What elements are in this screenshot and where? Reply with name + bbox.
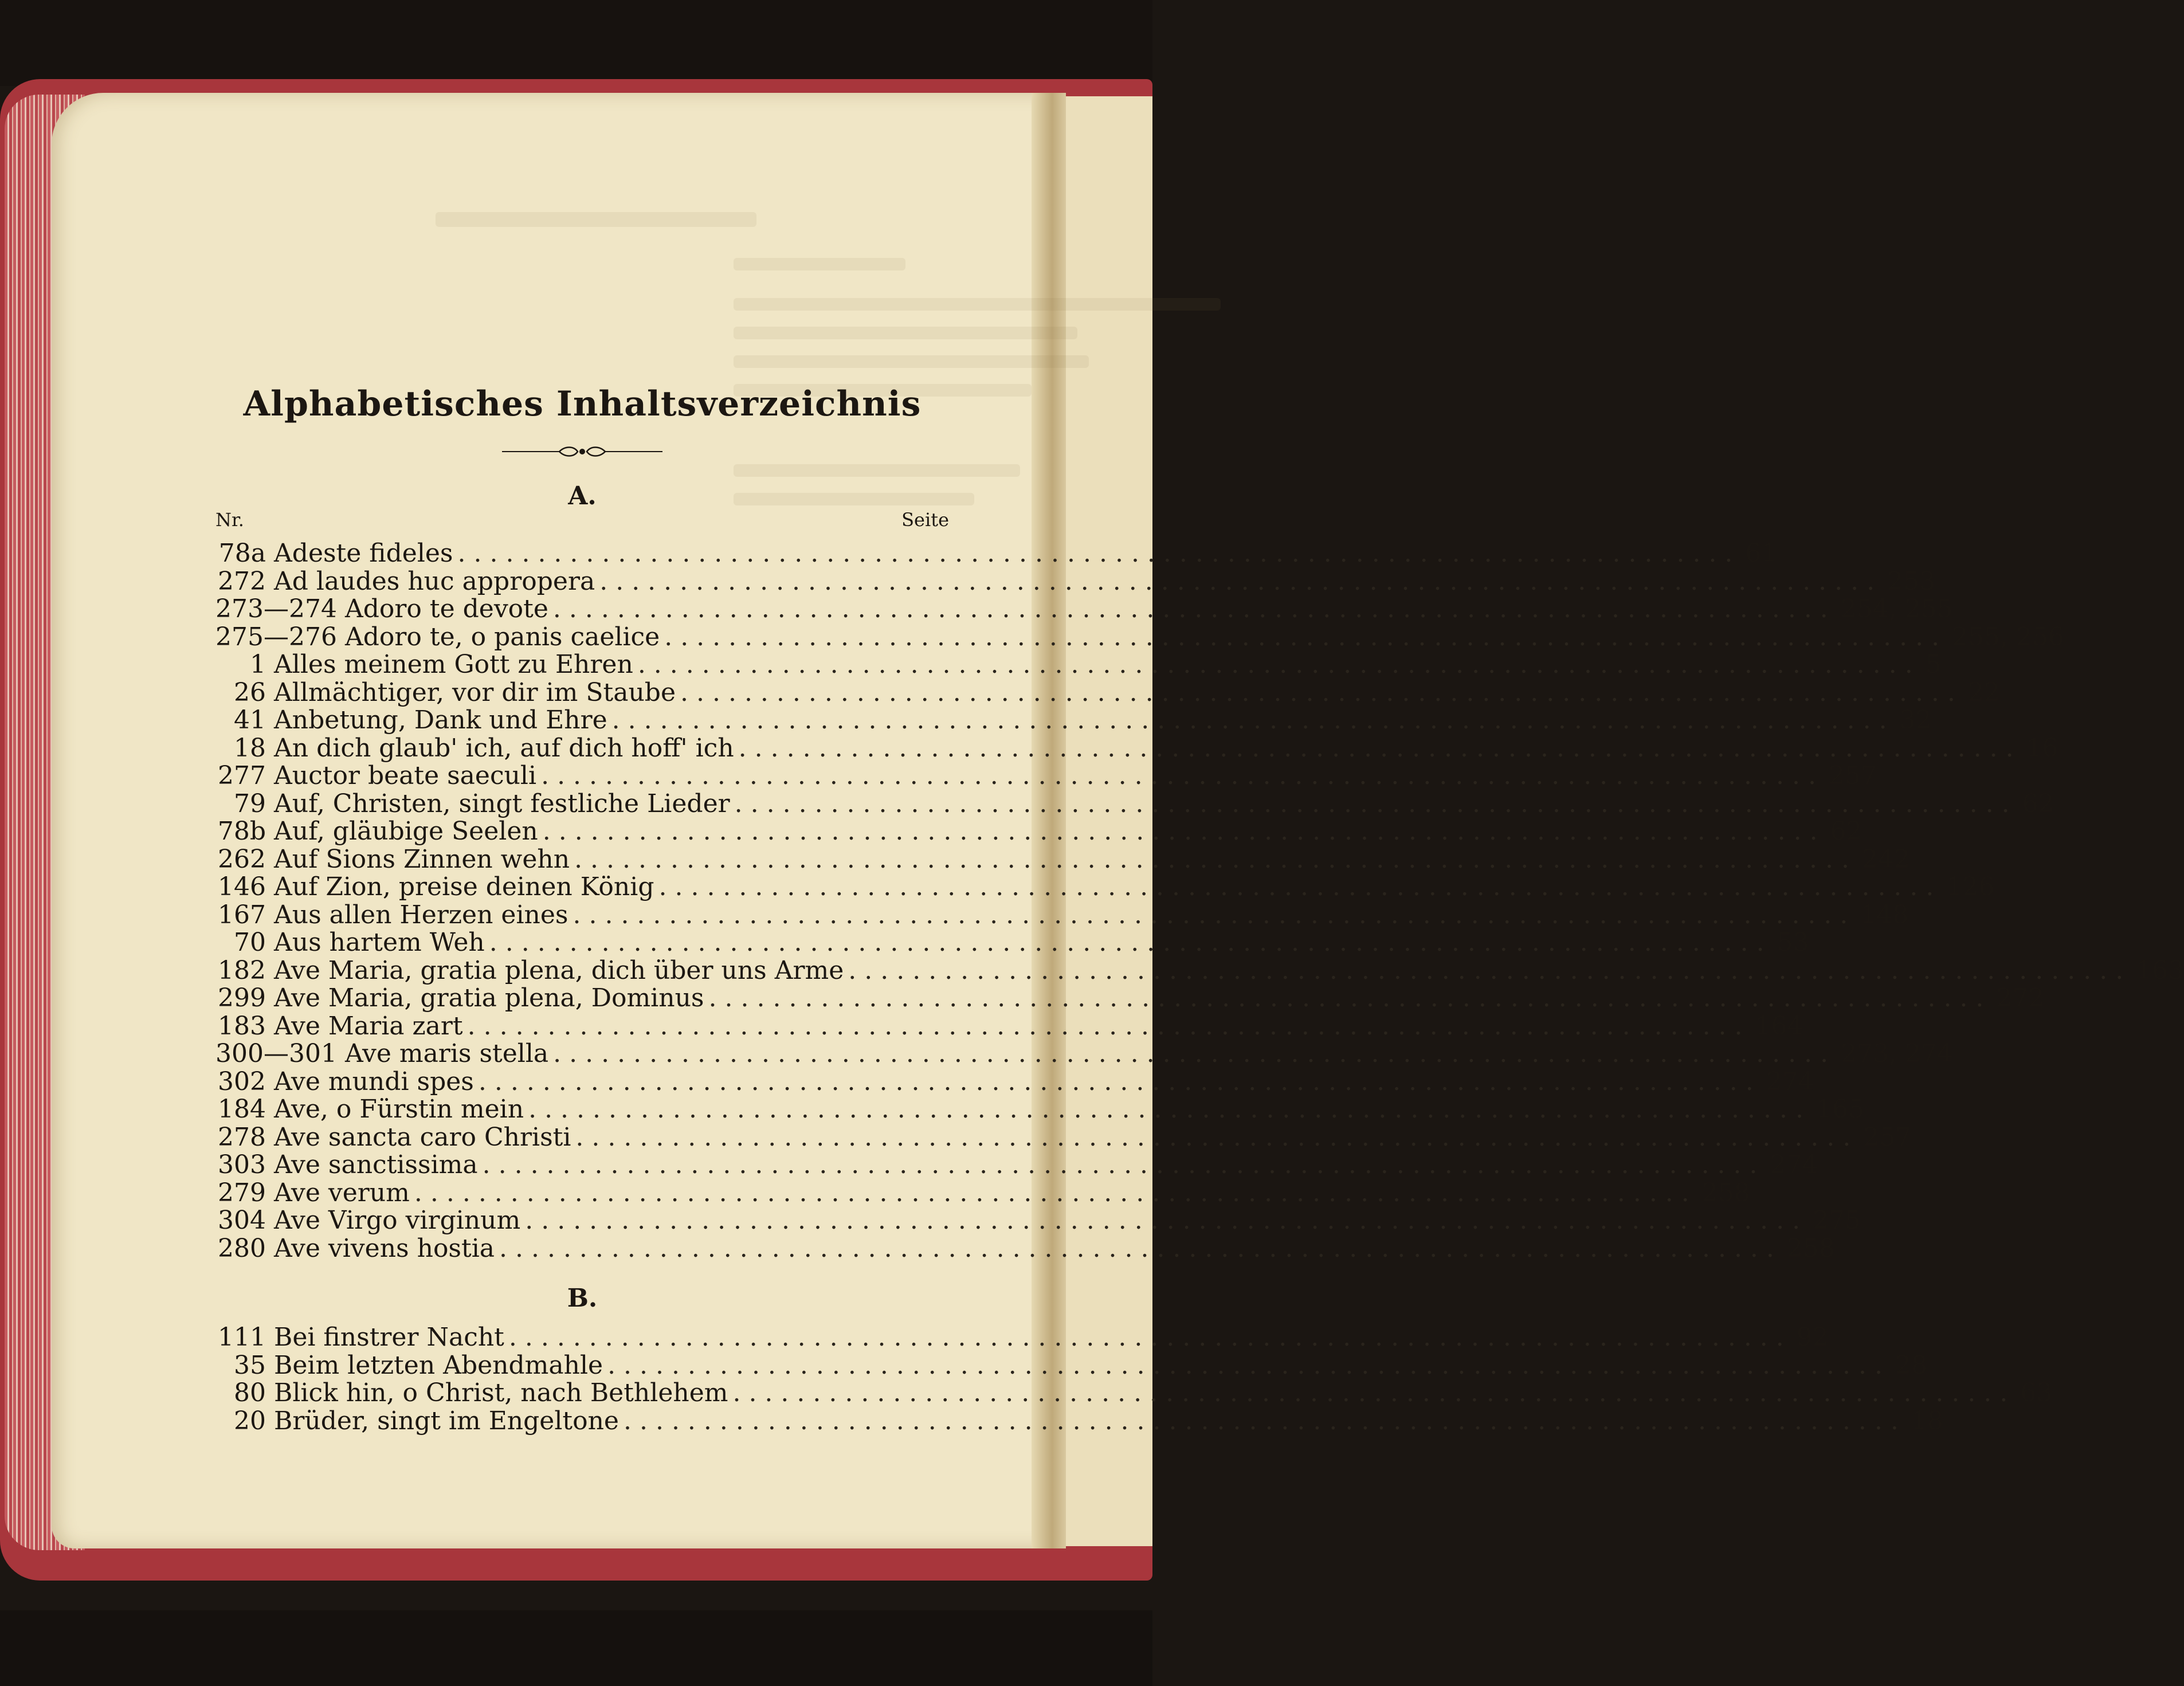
hymn-number: 146 <box>218 872 266 901</box>
hymn-number: 167 <box>218 900 266 930</box>
hymn-title: Brüder, singt im Engeltone <box>274 1406 619 1436</box>
hymn-title: Auctor beate saeculi <box>274 761 537 790</box>
hymn-number: 35 <box>234 1350 266 1380</box>
list-item <box>215 1178 1750 1207</box>
dot-leader: ................................................................................ <box>573 900 1856 930</box>
page-number: 164 <box>1755 1011 1803 1041</box>
list-item <box>215 900 1909 930</box>
hymn-title: Ave verum <box>274 1178 410 1207</box>
page-number: 148 <box>1860 900 1909 930</box>
hymn-title: Auf, Christen, singt festliche Lieder <box>274 789 730 818</box>
hymn-number: 302 <box>218 1067 266 1096</box>
hymn-number: 280 <box>218 1233 266 1263</box>
page-number: 257 <box>1863 1122 1912 1152</box>
dot-leader: ................................................................................ <box>848 955 2132 985</box>
hymn-title: Aus allen Herzen eines <box>274 900 568 930</box>
hymn-number: 80 <box>234 1378 266 1407</box>
list-item <box>215 1011 1803 1041</box>
page-number: 16 <box>2026 733 2058 763</box>
list-item <box>215 1150 1818 1179</box>
page-number: 258 <box>1786 1233 1835 1263</box>
dot-leader: ................................................................................ <box>611 705 1895 735</box>
list-item <box>215 677 2000 707</box>
page-number: 63 <box>2020 1378 2053 1407</box>
page-title: Alphabetisches Inhaltsverzeichnis <box>243 384 922 424</box>
dot-leader: ................................................................................ <box>542 817 1826 846</box>
list-item <box>215 1323 1829 1352</box>
dot-leader: ................................................................................ <box>574 844 1857 874</box>
hymn-number: 299 <box>218 983 266 1013</box>
dot-leader: ................................................................................ <box>478 1067 1762 1096</box>
dot-leader: ................................................................................ <box>575 1122 1859 1152</box>
dot-leader: ................................................................................ <box>552 594 1836 624</box>
hymn-title: Ave Maria zart <box>274 1011 463 1041</box>
page-number: 254, 255 <box>1840 594 1953 624</box>
page-number: 18 <box>1911 1406 1943 1436</box>
dot-leader: ................................................................................ <box>732 1378 2016 1407</box>
hymn-number: 279 <box>218 1178 266 1207</box>
hymn-number: 273—274 <box>215 594 337 624</box>
dot-leader: ................................................................................ <box>658 872 1942 901</box>
hymn-title: Adeste fideles <box>274 539 453 568</box>
list-item <box>215 733 2058 763</box>
hymn-number: 183 <box>218 1011 266 1041</box>
hymn-title: Adoro te devote <box>344 594 548 624</box>
hymn-title: Ave Maria, gratia plena, dich über uns Arme <box>274 955 844 985</box>
list-item <box>215 622 2065 652</box>
page-number: 163 <box>2136 955 2184 985</box>
dot-leader: ................................................................................ <box>467 1011 1751 1041</box>
hymn-title: Auf, gläubige Seelen <box>274 817 538 846</box>
dot-leader: ................................................................................ <box>734 789 2018 818</box>
hymn-number: 111 <box>218 1323 266 1352</box>
dot-leader: ................................................................................ <box>499 1233 1782 1263</box>
list-item <box>215 1378 2053 1407</box>
dot-leader: ................................................................................ <box>414 1178 1697 1207</box>
list-item <box>215 1350 1927 1380</box>
hymn-title: Adoro te, o panis caelice <box>344 622 660 652</box>
hymn-title: Ave sancta caro Christi <box>274 1122 571 1152</box>
hymn-number: 304 <box>218 1206 266 1235</box>
dot-leader: ................................................................................ <box>457 539 1741 568</box>
hymn-number: 184 <box>218 1095 266 1124</box>
list-item <box>215 1206 1861 1235</box>
page-number: 165 <box>1816 1095 1864 1124</box>
dot-leader: ................................................................................ <box>637 650 1921 679</box>
list-item <box>215 1067 1814 1096</box>
section-letter-a: A. <box>568 481 597 511</box>
page-number: 28 <box>1895 1350 1927 1380</box>
hymn-title: Ave Maria, gratia plena, Dominus <box>274 983 704 1013</box>
hymn-number: 275—276 <box>215 622 337 652</box>
dot-leader: ................................................................................ <box>525 1206 1809 1235</box>
page-number: 274 <box>1766 1067 1814 1096</box>
hymn-number: 262 <box>218 844 266 874</box>
hymn-title: Ave vivens hostia <box>274 1233 495 1263</box>
ornament-divider-icon <box>502 441 662 462</box>
hymn-number: 70 <box>234 928 266 957</box>
list-item <box>215 539 1778 568</box>
list-item <box>215 983 2045 1013</box>
dot-leader: ................................................................................ <box>508 1323 1792 1352</box>
list-item <box>215 650 1942 679</box>
hymn-title: Ave mundi spes <box>274 1067 474 1096</box>
list-item <box>215 817 1863 846</box>
hymn-number: 1 <box>250 650 266 679</box>
hymn-title: Ad laudes huc appropera <box>274 566 595 596</box>
show-through-texture <box>218 206 1020 527</box>
hymn-number: 78b <box>217 817 266 846</box>
page-number: 253 <box>1887 566 1936 596</box>
hymn-title: Ave, o Fürstin mein <box>274 1095 524 1124</box>
column-label-number: Nr. <box>215 509 244 531</box>
hymn-number: 278 <box>218 1122 266 1152</box>
hymn-number: 41 <box>234 705 266 735</box>
list-item <box>215 928 1809 957</box>
hymn-title: An dich glaub' ich, auf dich hoff' ich <box>274 733 734 763</box>
dot-leader: ................................................................................ <box>680 677 1963 707</box>
list-item <box>215 1039 1953 1068</box>
dot-leader: ................................................................................ <box>599 566 1883 596</box>
page-number: 275 <box>1813 1206 1861 1235</box>
dot-leader: ................................................................................ <box>482 1150 1766 1179</box>
column-label-page: Seite <box>901 509 949 531</box>
page-number: 32 <box>1899 705 1932 735</box>
page-number: 242 <box>1861 844 1910 874</box>
list-item <box>215 594 1953 624</box>
hymn-number: 26 <box>234 677 266 707</box>
list-item <box>215 566 1936 596</box>
list-item <box>215 1095 1864 1124</box>
hymn-title: Ave sanctissima <box>274 1150 478 1179</box>
page-number: 53 <box>1777 928 1809 957</box>
dot-leader: ................................................................................ <box>623 1406 1907 1436</box>
book-cover-top <box>0 0 1152 86</box>
page-number: 22 <box>1967 677 2000 707</box>
hymn-title: Allmächtiger, vor dir im Staube <box>274 677 676 707</box>
hymn-title: Anbetung, Dank und Ehre <box>274 705 607 735</box>
page-number: 62 <box>2022 789 2054 818</box>
hymn-title: Ave maris stella <box>344 1039 549 1068</box>
dot-leader: ................................................................................ <box>528 1095 1811 1124</box>
page-number: 62 <box>1830 817 1863 846</box>
list-item <box>215 1122 1912 1152</box>
hymn-number: 272 <box>218 566 266 596</box>
dot-leader: ................................................................................ <box>489 928 1773 957</box>
page-number: 92 <box>1796 1323 1829 1352</box>
page-number: 274 <box>1770 1150 1818 1179</box>
hymn-title: Blick hin, o Christ, nach Bethlehem <box>274 1378 728 1407</box>
hymn-title: Beim letzten Abendmahle <box>274 1350 603 1380</box>
list-item <box>215 761 1877 790</box>
page-number: 273, 274 <box>1841 1039 1953 1068</box>
hymn-title: Aus hartem Weh <box>274 928 485 957</box>
hymn-number: 303 <box>218 1150 266 1179</box>
list-item <box>215 705 1932 735</box>
dot-leader: ................................................................................ <box>738 733 2022 763</box>
page-number: 126 <box>1946 872 1995 901</box>
hymn-title: Alles meinem Gott zu Ehren <box>274 650 633 679</box>
page-number: 272 <box>1996 983 2045 1013</box>
hymn-number: 277 <box>218 761 266 790</box>
hymn-number: 20 <box>234 1406 266 1436</box>
page-number: 257 <box>1828 761 1877 790</box>
hymn-number: 78a <box>218 539 266 568</box>
hymn-title: Ave Virgo virginum <box>274 1206 521 1235</box>
dot-leader: ................................................................................ <box>541 761 1824 790</box>
hymn-title: Auf Sions Zinnen wehn <box>274 844 570 874</box>
list-item <box>215 955 2184 985</box>
hymn-number: 18 <box>234 733 266 763</box>
hymn-number: 79 <box>234 789 266 818</box>
dot-leader: ................................................................................ <box>664 622 1948 652</box>
list-item <box>215 872 1995 901</box>
hymn-title: Auf Zion, preise deinen König <box>274 872 654 901</box>
hymn-number: 182 <box>218 955 266 985</box>
dot-leader: ................................................................................ <box>553 1039 1837 1068</box>
list-item <box>215 1406 1943 1436</box>
list-item <box>215 789 2054 818</box>
hymn-title: Bei finstrer Nacht <box>274 1323 504 1352</box>
page-number: 61 <box>1745 539 1778 568</box>
section-letter-b: B. <box>567 1284 598 1313</box>
page-number: 258 <box>1701 1178 1750 1207</box>
page-number: 255, 256 <box>1952 622 2065 652</box>
book-cover-bottom <box>0 1610 1152 1686</box>
dot-leader: ................................................................................ <box>708 983 1992 1013</box>
list-item <box>215 844 1910 874</box>
dot-leader: ................................................................................ <box>607 1350 1891 1380</box>
list-item <box>215 1233 1835 1263</box>
hymn-number: 300—301 <box>215 1039 337 1068</box>
page-number: 5 <box>1925 650 1942 679</box>
